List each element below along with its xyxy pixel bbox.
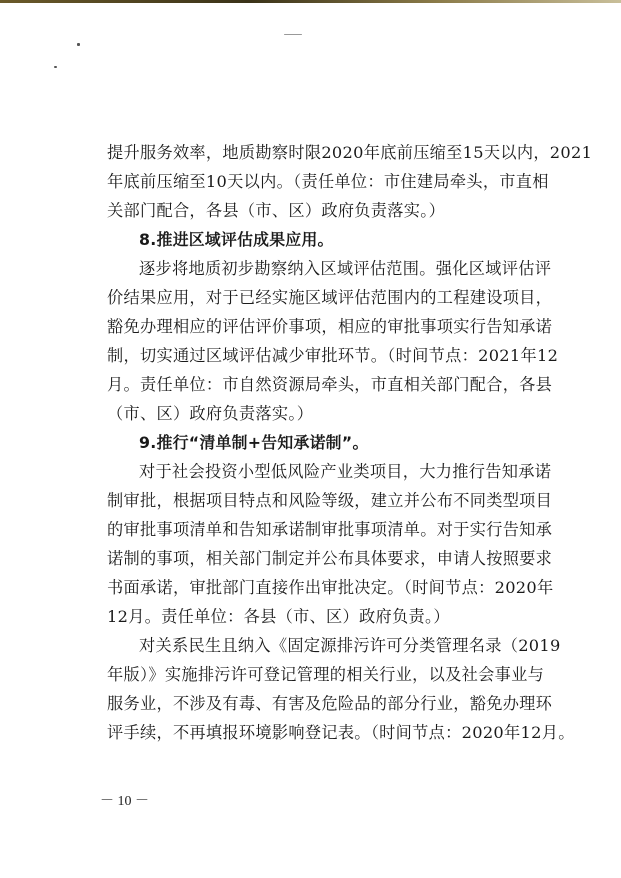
text-line: 年底前压缩至10天以内。（责任单位：市住建局牵头，市直相	[107, 172, 549, 191]
section-heading: 9.推行“清单制+告知承诺制”。	[139, 433, 369, 452]
text-line: 制，切实通过区域评估减少审批环节。（时间节点：2021年12	[107, 346, 559, 365]
text-line: 对于社会投资小型低风险产业类项目，大力推行告知承诺	[139, 462, 552, 481]
document-body	[107, 138, 593, 747]
text-line: 书面承诺，审批部门直接作出审批决定。（时间节点：2020年	[107, 578, 554, 597]
text-line: 价结果应用，对于已经实施区域评估范围内的工程建设项目，	[107, 288, 553, 307]
scan-speck	[284, 34, 302, 35]
scan-speck	[77, 43, 80, 46]
text-line: 豁免办理相应的评估评价事项，相应的审批事项实行告知承诺	[107, 317, 553, 336]
text-line: 逐步将地质初步勘察纳入区域评估范围。强化区域评估评	[139, 259, 552, 278]
text-line: 对关系民生且纳入《固定源排污许可分类管理名录（2019	[139, 636, 561, 655]
page-number: － 10 －	[100, 794, 149, 809]
text-line: （市、区）政府负责落实。）	[107, 404, 314, 423]
text-line: 提升服务效率，地质勘察时限2020年底前压缩至15天以内，2021	[107, 143, 593, 162]
text-line: 制审批，根据项目特点和风险等级，建立并公布不同类型项目	[107, 491, 553, 510]
text-line: 月。责任单位：市自然资源局牵头，市直相关部门配合，各县	[107, 375, 553, 394]
scan-edge	[0, 0, 621, 3]
section-heading: 8.推进区域评估成果应用。	[139, 230, 334, 249]
text-line: 评手续，不再填报环境影响登记表。（时间节点：2020年12月。	[107, 723, 575, 742]
text-line: 12月。责任单位：各县（市、区）政府负责。）	[107, 607, 450, 626]
text-line: 关部门配合，各县（市、区）政府负责落实。）	[107, 201, 446, 220]
text-line: 年版）》实施排污许可登记管理的相关行业，以及社会事业与	[107, 665, 545, 684]
text-line: 的审批事项清单和告知承诺制审批事项清单。对于实行告知承	[107, 520, 553, 539]
scan-speck	[54, 66, 57, 68]
text-line: 诺制的事项，相关部门制定并公布具体要求，申请人按照要求	[107, 549, 553, 568]
text-line: 服务业，不涉及有毒、有害及危险品的部分行业，豁免办理环	[107, 694, 553, 713]
